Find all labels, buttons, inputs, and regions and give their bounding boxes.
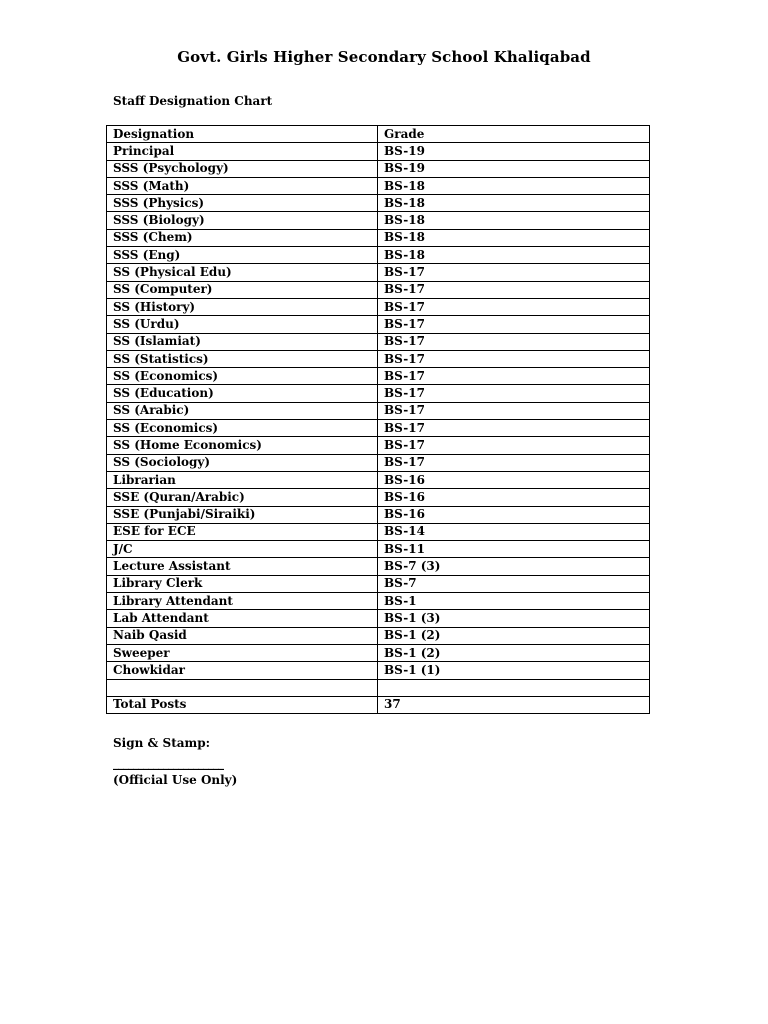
table-row bbox=[107, 333, 650, 350]
table-row bbox=[107, 593, 650, 610]
designation-cell: Library Attendant bbox=[107, 593, 378, 610]
designation-cell: Lab Attendant bbox=[107, 610, 378, 627]
header-designation: Designation bbox=[107, 126, 378, 143]
designation-cell: SSE (Punjabi/Siraiki) bbox=[107, 506, 378, 523]
grade-cell bbox=[378, 679, 650, 696]
grade-cell: BS-7 bbox=[378, 575, 650, 592]
grade-cell: BS-1 (2) bbox=[378, 644, 650, 661]
table-row bbox=[107, 212, 650, 229]
designation-cell: Librarian bbox=[107, 471, 378, 488]
designation-cell: SSS (Physics) bbox=[107, 195, 378, 212]
table-row bbox=[107, 177, 650, 194]
signature-line: ______________________ bbox=[113, 756, 223, 770]
grade-cell: BS-17 bbox=[378, 368, 650, 385]
grade-cell: BS-18 bbox=[378, 212, 650, 229]
designation-cell: Naib Qasid bbox=[107, 627, 378, 644]
table-row bbox=[107, 316, 650, 333]
grade-cell: BS-16 bbox=[378, 471, 650, 488]
staff-designation-table bbox=[106, 125, 650, 714]
table-row bbox=[107, 143, 650, 160]
grade-cell: BS-19 bbox=[378, 160, 650, 177]
designation-cell: SSS (Biology) bbox=[107, 212, 378, 229]
grade-cell: BS-17 bbox=[378, 437, 650, 454]
table-row bbox=[107, 489, 650, 506]
table-row bbox=[107, 402, 650, 419]
table-row bbox=[107, 506, 650, 523]
grade-cell: BS-17 bbox=[378, 454, 650, 471]
designation-cell: ESE for ECE bbox=[107, 523, 378, 540]
table-row bbox=[107, 575, 650, 592]
designation-cell: SS (Economics) bbox=[107, 420, 378, 437]
designation-cell: SSS (Psychology) bbox=[107, 160, 378, 177]
grade-cell: BS-1 bbox=[378, 593, 650, 610]
table-row bbox=[107, 454, 650, 471]
header-grade: Grade bbox=[378, 126, 650, 143]
grade-cell: BS-16 bbox=[378, 489, 650, 506]
designation-cell: SS (Computer) bbox=[107, 281, 378, 298]
grade-cell: BS-17 bbox=[378, 402, 650, 419]
total-label: Total Posts bbox=[107, 696, 378, 713]
grade-cell: BS-18 bbox=[378, 177, 650, 194]
grade-cell: BS-18 bbox=[378, 247, 650, 264]
table-row bbox=[107, 195, 650, 212]
designation-cell: J/C bbox=[107, 541, 378, 558]
table-row bbox=[107, 679, 650, 696]
designation-cell: SSE (Quran/Arabic) bbox=[107, 489, 378, 506]
table-row bbox=[107, 541, 650, 558]
total-row bbox=[107, 696, 650, 713]
grade-cell: BS-11 bbox=[378, 541, 650, 558]
designation-cell: SSS (Math) bbox=[107, 177, 378, 194]
official-use-note: (Official Use Only) bbox=[113, 773, 238, 787]
grade-cell: BS-17 bbox=[378, 316, 650, 333]
table-row bbox=[107, 420, 650, 437]
designation-cell: SS (Economics) bbox=[107, 368, 378, 385]
designation-cell: Principal bbox=[107, 143, 378, 160]
designation-cell: SS (Islamiat) bbox=[107, 333, 378, 350]
table-header-row bbox=[107, 126, 650, 143]
grade-cell: BS-17 bbox=[378, 264, 650, 281]
designation-cell: SS (Arabic) bbox=[107, 402, 378, 419]
table-row bbox=[107, 437, 650, 454]
designation-cell: SSS (Eng) bbox=[107, 247, 378, 264]
designation-cell: SS (Urdu) bbox=[107, 316, 378, 333]
grade-cell: BS-14 bbox=[378, 523, 650, 540]
table-row bbox=[107, 350, 650, 367]
table-row bbox=[107, 229, 650, 246]
designation-cell: Library Clerk bbox=[107, 575, 378, 592]
designation-cell bbox=[107, 679, 378, 696]
grade-cell: BS-17 bbox=[378, 350, 650, 367]
grade-cell: BS-17 bbox=[378, 385, 650, 402]
designation-cell: SS (Home Economics) bbox=[107, 437, 378, 454]
table-row bbox=[107, 627, 650, 644]
grade-cell: BS-1 (3) bbox=[378, 610, 650, 627]
table-row bbox=[107, 523, 650, 540]
sign-stamp-label: Sign & Stamp: bbox=[113, 736, 211, 750]
designation-cell: Chowkidar bbox=[107, 662, 378, 679]
designation-cell: SSS (Chem) bbox=[107, 229, 378, 246]
table-row bbox=[107, 281, 650, 298]
grade-cell: BS-17 bbox=[378, 333, 650, 350]
table-row bbox=[107, 368, 650, 385]
grade-cell: BS-18 bbox=[378, 195, 650, 212]
grade-cell: BS-18 bbox=[378, 229, 650, 246]
table-body bbox=[107, 126, 650, 714]
grade-cell: BS-17 bbox=[378, 298, 650, 315]
grade-cell: BS-1 (1) bbox=[378, 662, 650, 679]
designation-cell: SS (Physical Edu) bbox=[107, 264, 378, 281]
chart-subtitle: Staff Designation Chart bbox=[113, 94, 273, 108]
table-row bbox=[107, 662, 650, 679]
designation-cell: SS (History) bbox=[107, 298, 378, 315]
designation-cell: Lecture Assistant bbox=[107, 558, 378, 575]
table-row bbox=[107, 247, 650, 264]
designation-cell: SS (Education) bbox=[107, 385, 378, 402]
table-row bbox=[107, 385, 650, 402]
grade-cell: BS-1 (2) bbox=[378, 627, 650, 644]
grade-cell: BS-7 (3) bbox=[378, 558, 650, 575]
grade-cell: BS-19 bbox=[378, 143, 650, 160]
table-row bbox=[107, 298, 650, 315]
designation-cell: SS (Sociology) bbox=[107, 454, 378, 471]
grade-cell: BS-17 bbox=[378, 420, 650, 437]
table-row bbox=[107, 610, 650, 627]
designation-cell: SS (Statistics) bbox=[107, 350, 378, 367]
grade-cell: BS-17 bbox=[378, 281, 650, 298]
table-row bbox=[107, 160, 650, 177]
total-value: 37 bbox=[378, 696, 650, 713]
grade-cell: BS-16 bbox=[378, 506, 650, 523]
table-row bbox=[107, 644, 650, 661]
table-row bbox=[107, 558, 650, 575]
table-row bbox=[107, 264, 650, 281]
designation-cell: Sweeper bbox=[107, 644, 378, 661]
table-row bbox=[107, 471, 650, 488]
document-title: Govt. Girls Higher Secondary School Khaliqabad bbox=[177, 48, 591, 66]
